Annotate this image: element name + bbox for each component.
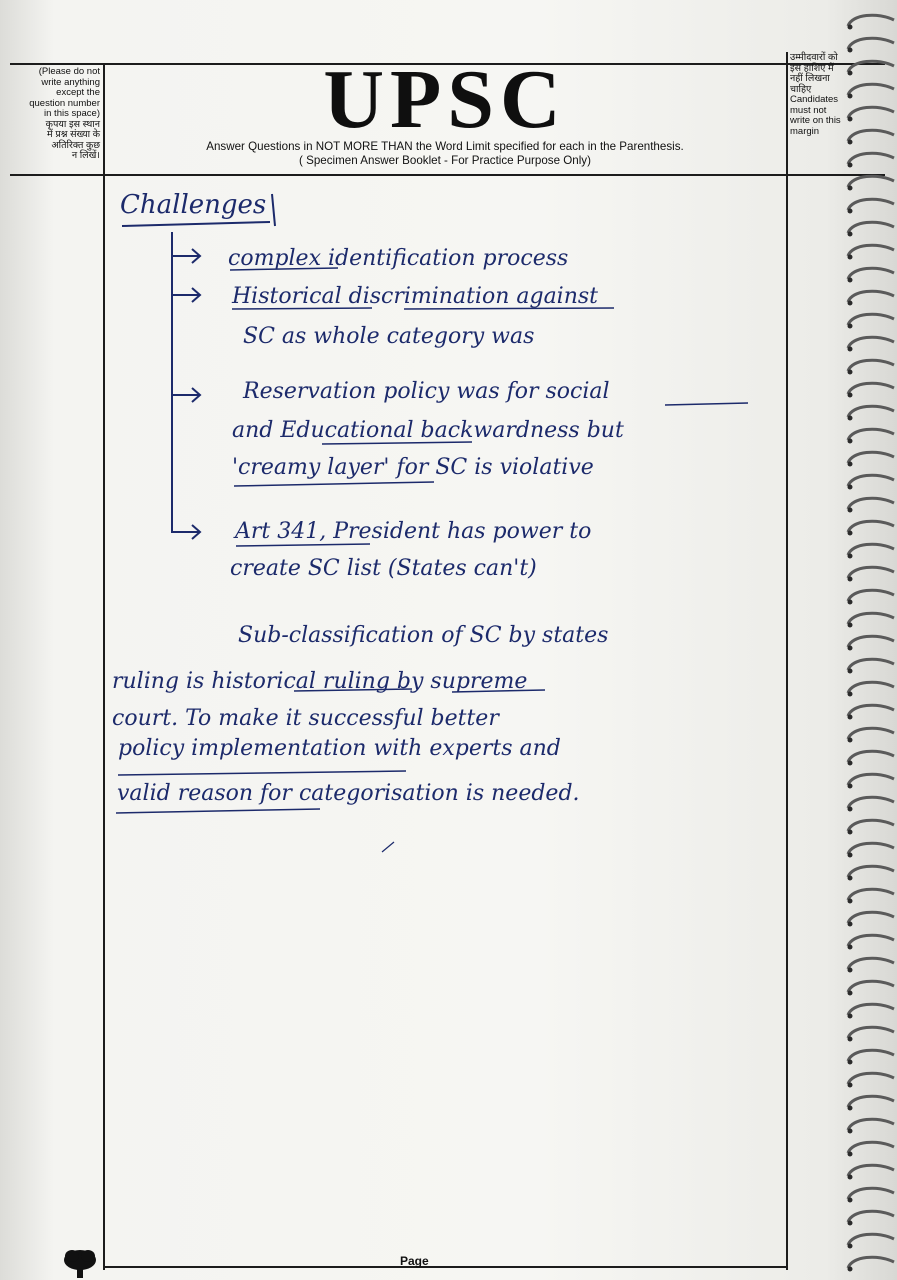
spiral-coil [848, 613, 894, 624]
binding-hole [848, 1106, 853, 1111]
binding-hole [848, 485, 853, 490]
spiral-coil [848, 15, 894, 26]
binding-hole [848, 738, 853, 743]
spiral-coil [848, 751, 894, 762]
point-3-line-1: Reservation policy was for social [243, 379, 610, 404]
spiral-coil [848, 1165, 894, 1176]
spiral-coil [848, 452, 894, 463]
spiral-coil [848, 1119, 894, 1130]
spiral-coil [848, 1234, 894, 1245]
binding-hole [848, 1244, 853, 1249]
binding-hole [848, 968, 853, 973]
binding-hole [848, 508, 853, 513]
binding-hole [848, 48, 853, 53]
spiral-coil [848, 843, 894, 854]
binding-hole [848, 370, 853, 375]
spiral-coil [848, 728, 894, 739]
spiral-coil [848, 337, 894, 348]
point-4-line-2: create SC list (States can't) [230, 556, 537, 581]
spiral-coil [848, 406, 894, 417]
binding-hole [848, 347, 853, 352]
binding-hole [848, 232, 853, 237]
spiral-coil [848, 291, 894, 302]
spiral-coil [848, 981, 894, 992]
spiral-coil [848, 705, 894, 716]
binding-hole [848, 71, 853, 76]
binding-hole [848, 646, 853, 651]
spiral-coil [848, 107, 894, 118]
binding-hole [848, 623, 853, 628]
binding-hole [848, 416, 853, 421]
point-3-line-2: and Educational backwardness but [232, 418, 624, 443]
spiral-coil [848, 1073, 894, 1084]
spiral-coil [848, 383, 894, 394]
spiral-coil [848, 84, 894, 95]
binding-hole [848, 669, 853, 674]
binding-hole [848, 1221, 853, 1226]
spiral-coil [848, 61, 894, 72]
spiral-coil [848, 820, 894, 831]
spiral-coil [848, 130, 894, 141]
answer-heading: Challenges [120, 190, 267, 220]
spiral-coil [848, 544, 894, 555]
spiral-coil [848, 590, 894, 601]
binding-hole [848, 140, 853, 145]
spiral-coil [848, 567, 894, 578]
spiral-coil [848, 475, 894, 486]
binding-hole [848, 853, 853, 858]
binding-hole [848, 945, 853, 950]
heading-box-edge [272, 194, 275, 226]
binding-hole [848, 899, 853, 904]
subinstruction-text: ( Specimen Answer Booklet - For Practice Purpose Only) [299, 154, 591, 167]
spiral-coil [848, 866, 894, 877]
spiral-coil [848, 774, 894, 785]
spiral-coil [848, 268, 894, 279]
points-bracket [172, 232, 200, 532]
binding-hole [848, 1060, 853, 1065]
binding-hole [848, 393, 853, 398]
binding-hole [848, 531, 853, 536]
spiral-coil [848, 429, 894, 440]
underline [665, 403, 748, 405]
binding-hole [848, 761, 853, 766]
binding-hole [848, 784, 853, 789]
binding-hole [848, 600, 853, 605]
point-1-line-1: complex identification process [228, 246, 569, 271]
binding-hole [848, 278, 853, 283]
spiral-coil [848, 245, 894, 256]
instruction-text: Answer Questions in NOT MORE THAN the Word Limit specified for each in the Parenthesis. [206, 140, 684, 153]
conclusion-line-5: valid reason for categorisation is needed. [117, 781, 580, 806]
binding-hole [848, 1175, 853, 1180]
binding-hole [848, 554, 853, 559]
spiral-coil [848, 636, 894, 647]
arrow-icon [172, 249, 200, 263]
binding-hole [848, 255, 853, 260]
binding-hole [848, 830, 853, 835]
point-3-line-3: 'creamy layer' for SC is violative [232, 455, 594, 480]
binding-hole [848, 715, 853, 720]
binding-hole [848, 876, 853, 881]
spiral-coil [848, 1142, 894, 1153]
spiral-coil [848, 797, 894, 808]
spiral-coil [848, 521, 894, 532]
spiral-coil [848, 1257, 894, 1268]
binding-hole [848, 25, 853, 30]
spiral-coil [848, 912, 894, 923]
spiral-coil [848, 222, 894, 233]
spiral-coil [848, 935, 894, 946]
binding-hole [848, 462, 853, 467]
binding-hole [848, 439, 853, 444]
spiral-coil [848, 958, 894, 969]
spiral-coil [848, 682, 894, 693]
spiral-coil [848, 1004, 894, 1015]
right-margin-note: उम्मीदवारों को इस हाशिए में नहीं लिखना चाहिए Candidates must not write on this margin [790, 52, 841, 137]
underline [116, 809, 320, 813]
heading-underline [122, 222, 270, 226]
binding-hole [848, 577, 853, 582]
binding-hole [848, 117, 853, 122]
spiral-coil [848, 199, 894, 210]
binding-hole [848, 692, 853, 697]
binding-hole [848, 301, 853, 306]
spiral-coil [848, 1211, 894, 1222]
binding-hole [848, 1083, 853, 1088]
spiral-coil [848, 360, 894, 371]
spiral-coil [848, 1096, 894, 1107]
binding-hole [848, 324, 853, 329]
arrow-icon [172, 388, 200, 402]
page-title: UPSC [323, 53, 567, 146]
pen-mark [382, 842, 394, 852]
binding-hole [848, 1129, 853, 1134]
binding-hole [848, 1152, 853, 1157]
binding-hole [848, 991, 853, 996]
point-2-line-2: SC as whole category was [243, 324, 535, 349]
spiral-binding [838, 0, 897, 1280]
binding-hole [848, 186, 853, 191]
binding-hole [848, 209, 853, 214]
underline [234, 482, 434, 486]
binding-hole [848, 922, 853, 927]
binding-hole [848, 1014, 853, 1019]
spiral-coil [848, 153, 894, 164]
conclusion-line-1: Sub-classification of SC by states [238, 623, 609, 648]
binding-hole [848, 1267, 853, 1272]
binding-hole [848, 1198, 853, 1203]
point-2-line-1: Historical discrimination against [232, 284, 599, 309]
binding-hole [848, 1037, 853, 1042]
point-4-line-1: Art 341, President has power to [235, 519, 592, 544]
binding-hole [848, 163, 853, 168]
spiral-coil [848, 659, 894, 670]
spiral-coil [848, 314, 894, 325]
spiral-coil [848, 498, 894, 509]
spiral-coil [848, 1188, 894, 1199]
spiral-coil [848, 38, 894, 49]
arrow-icon [172, 288, 200, 302]
spiral-coil [848, 1050, 894, 1061]
conclusion-line-4: policy implementation with experts and [118, 736, 561, 761]
binding-hole [848, 94, 853, 99]
spiral-coil [848, 176, 894, 187]
spiral-coil [848, 1027, 894, 1038]
conclusion-line-2: ruling is historical ruling by supreme [112, 669, 528, 694]
left-margin-note: (Please do not write anything except the question number in this space) कृपया इस स्थान में प्रश्न संख्या के अतिरिक्त कुछ न लिखें। [29, 66, 100, 161]
conclusion-line-3: court. To make it successful better [112, 706, 499, 731]
underline [236, 544, 370, 546]
tree-logo-icon [60, 1248, 100, 1278]
binding-hole [848, 807, 853, 812]
spiral-coil [848, 889, 894, 900]
underline [118, 771, 406, 775]
page-number-label: Page [400, 1254, 429, 1268]
